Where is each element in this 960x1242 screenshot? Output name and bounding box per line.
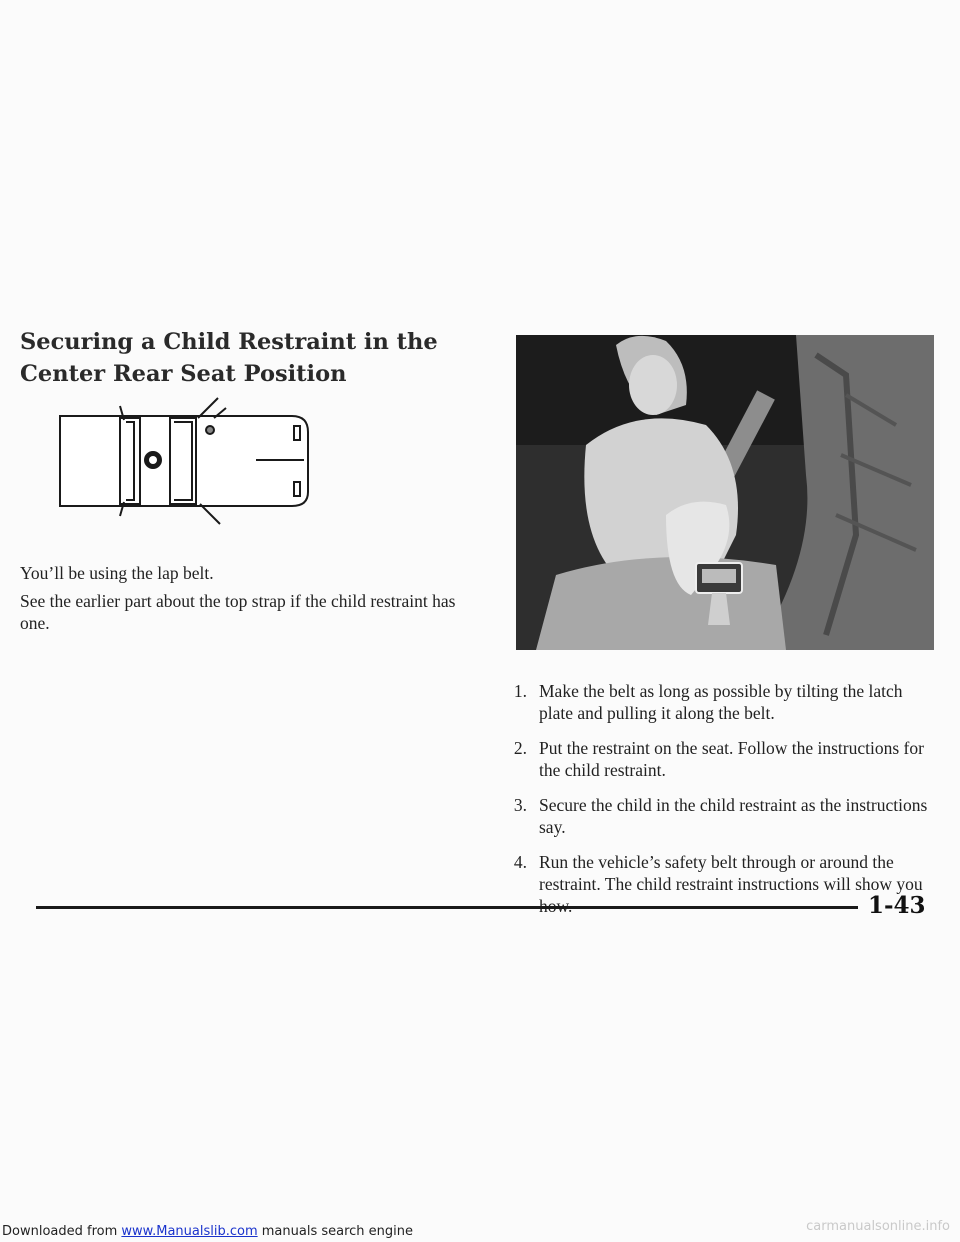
top-strap-paragraph: See the earlier part about the top strap if the child restraint has one. [20, 591, 456, 633]
list-item [505, 737, 935, 781]
download-prefix: Downloaded from [2, 1224, 122, 1239]
watermark: carmanualsonline.info [806, 1219, 950, 1234]
manualslib-link[interactable]: www.Manualslib.com [121, 1224, 258, 1239]
download-notice [2, 1224, 413, 1240]
step-text: Make the belt as long as possible by tilting the latch plate and pulling it along the belt. [539, 681, 903, 723]
step-number: 2. [513, 738, 527, 758]
step-text: Put the restraint on the seat. Follow the instructions for the child restraint. [539, 738, 924, 780]
vehicle-seat-diagram-icon [56, 396, 314, 526]
step-text: Secure the child in the child restraint as the instructions say. [539, 795, 928, 837]
list-item [505, 794, 935, 838]
section-heading: Securing a Child Restraint in the Center Rear Seat Position [20, 329, 438, 387]
step-number: 1. [513, 681, 527, 701]
page-divider [36, 906, 858, 909]
step-number: 3. [513, 795, 527, 815]
step-text: Run the vehicle’s safety belt through or around the restraint. The child restraint instructions will show you [539, 852, 923, 894]
download-suffix: manuals search engine [257, 1224, 414, 1239]
intro-paragraph: You’ll be using the lap belt. [20, 563, 214, 583]
step-number: 4. [513, 852, 527, 872]
woman-buckling-belt-photo-icon [516, 335, 934, 650]
list-item [505, 680, 935, 724]
page-number: 1-43 [868, 892, 926, 919]
